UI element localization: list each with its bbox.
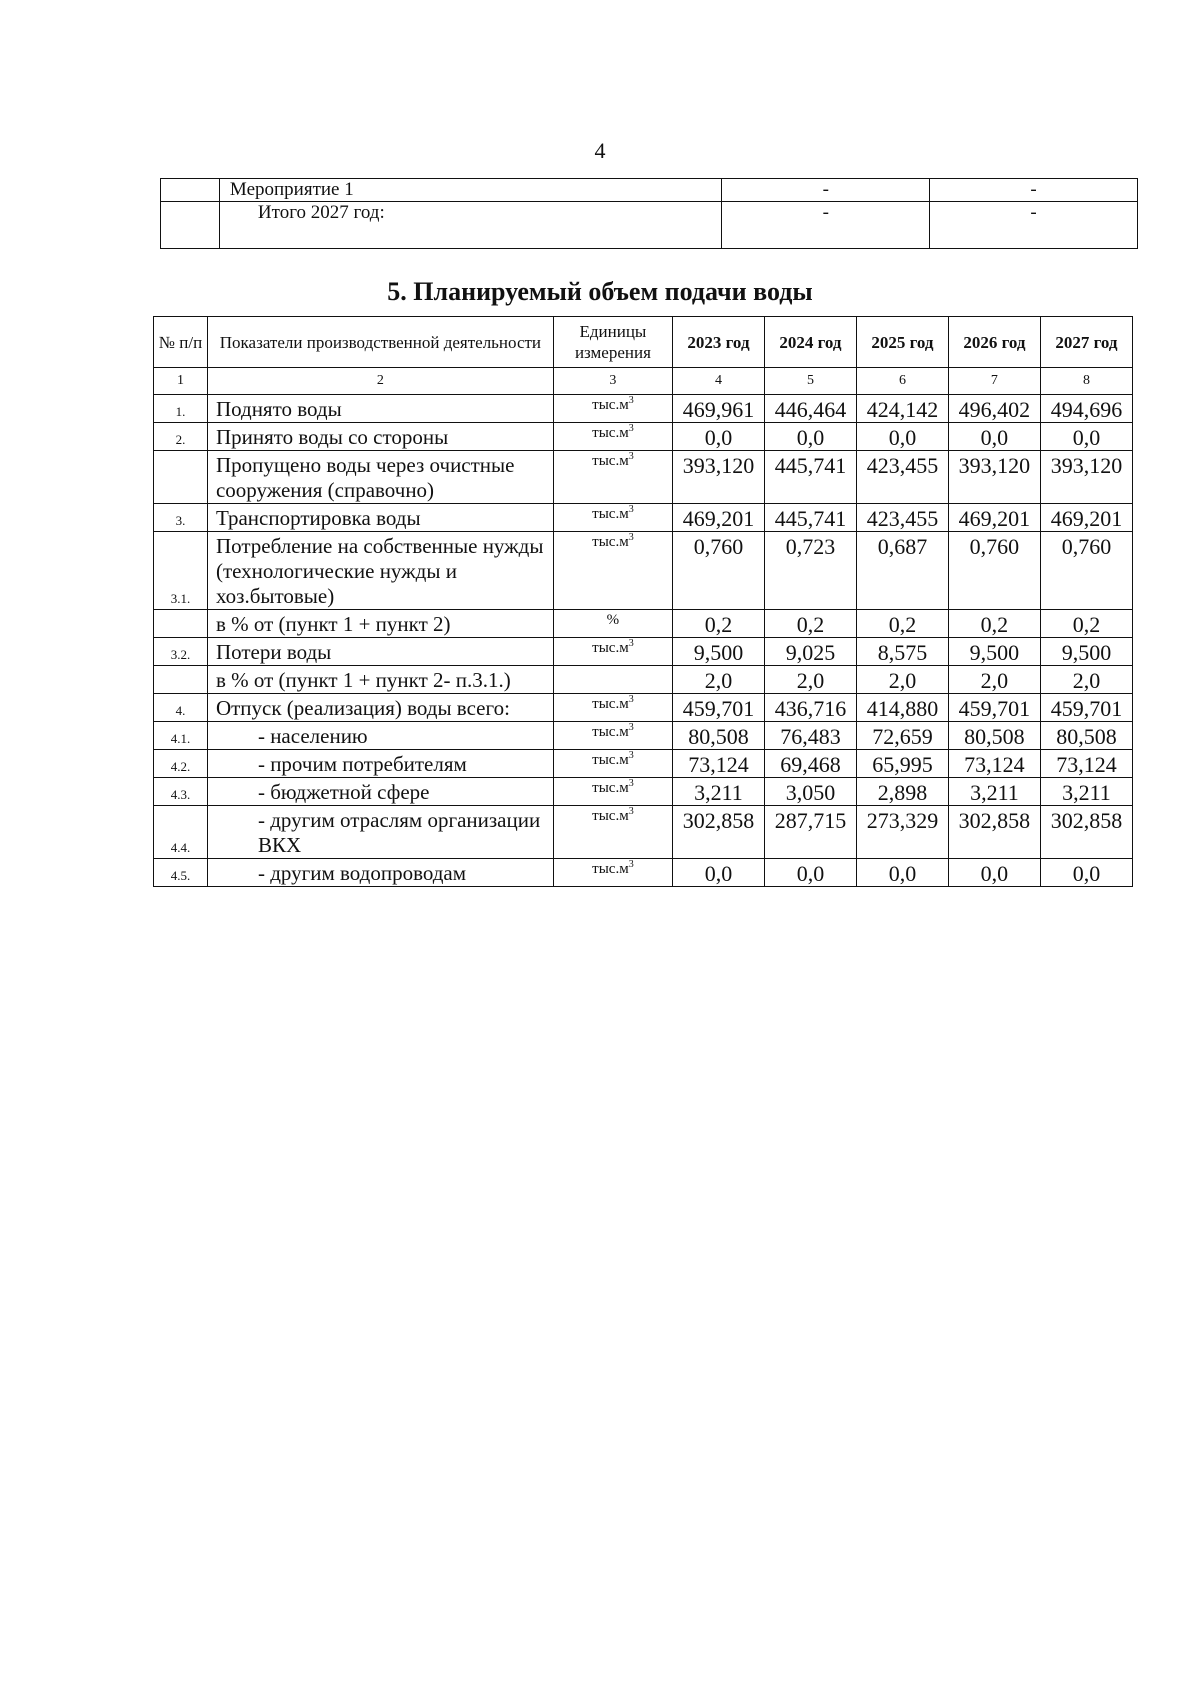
indicator-name: Отпуск (реализация) воды всего: [207,694,553,722]
value-cell: 423,455 [856,451,948,504]
unit-superscript: 3 [628,778,634,789]
value-cell: 0,2 [948,610,1040,638]
header-unit: Единицы измерения [553,317,672,368]
top-continuation-table [160,178,1138,249]
table-row [154,610,1133,638]
cell-num [161,179,220,202]
unit-label: тыс.м [592,534,629,550]
unit-cell [553,806,672,859]
row-number: 3. [154,504,208,532]
value-cell: 393,120 [948,451,1040,504]
unit-label: тыс.м [592,506,629,522]
value-cell: 69,468 [764,750,856,778]
header-year: 2026 год [948,317,1040,368]
indicator-name: - прочим потребителям [207,750,553,778]
table-row [154,750,1133,778]
value-cell: 302,858 [1040,806,1132,859]
cell-num [161,202,220,249]
value-cell: 0,0 [764,423,856,451]
value-cell: 393,120 [1040,451,1132,504]
table-row [154,666,1133,694]
cell-name: Мероприятие 1 [219,179,721,202]
unit-superscript: 3 [628,395,634,406]
value-cell: 0,2 [672,610,764,638]
header-indicator: Показатели производственной деятельности [207,317,553,368]
unit-cell [553,694,672,722]
indicator-name: - другим водопроводам [207,859,553,887]
unit-label: тыс.м [592,640,629,656]
value-cell: 3,050 [764,778,856,806]
indicator-name: в % от (пункт 1 + пункт 2) [207,610,553,638]
value-cell: 80,508 [672,722,764,750]
row-number: 3.2. [154,638,208,666]
index-cell: 4 [672,368,764,395]
table-row [161,202,1138,249]
value-cell: 3,211 [672,778,764,806]
cell-value: - [930,179,1138,202]
unit-label: тыс.м [592,752,629,768]
header-year: 2027 год [1040,317,1132,368]
value-cell: 494,696 [1040,395,1132,423]
value-cell: 0,0 [1040,423,1132,451]
row-number [154,666,208,694]
unit-superscript: 3 [628,694,634,705]
cell-value: - [722,202,930,249]
row-number: 1. [154,395,208,423]
value-cell: 302,858 [948,806,1040,859]
unit-cell [553,750,672,778]
row-number: 3.1. [154,532,208,610]
value-cell: 0,0 [672,423,764,451]
value-cell: 393,120 [672,451,764,504]
indicator-name: Поднято воды [207,395,553,423]
unit-cell [553,451,672,504]
value-cell: 459,701 [672,694,764,722]
unit-cell [553,638,672,666]
value-cell: 2,0 [764,666,856,694]
unit-superscript: 3 [628,532,634,543]
indicator-name: - бюджетной сфере [207,778,553,806]
indicator-name: - населению [207,722,553,750]
unit-cell [553,722,672,750]
value-cell: 76,483 [764,722,856,750]
table-row [154,423,1133,451]
value-cell: 65,995 [856,750,948,778]
value-cell: 0,0 [856,859,948,887]
row-number [154,451,208,504]
value-cell: 0,0 [764,859,856,887]
value-cell: 80,508 [1040,722,1132,750]
index-cell: 3 [553,368,672,395]
value-cell: 0,0 [948,859,1040,887]
unit-label: % [606,612,620,628]
value-cell: 3,211 [948,778,1040,806]
unit-superscript: 3 [628,504,634,515]
value-cell: 0,723 [764,532,856,610]
index-cell: 1 [154,368,208,395]
value-cell: 469,201 [1040,504,1132,532]
unit-superscript: 3 [628,638,634,649]
indicator-name: Потребление на собственные нужды (технологические нужды и хоз.бытовые) [207,532,553,610]
header-year: 2023 год [672,317,764,368]
cell-name: Итого 2027 год: [219,202,721,249]
value-cell: 469,201 [948,504,1040,532]
value-cell: 73,124 [1040,750,1132,778]
unit-cell [553,778,672,806]
indicator-name: Транспортировка воды [207,504,553,532]
value-cell: 0,2 [1040,610,1132,638]
indicator-name: Пропущено воды через очистные сооружения (справочно) [207,451,553,504]
value-cell: 287,715 [764,806,856,859]
section-title: 5. Планируемый объем подачи воды [387,277,813,306]
value-cell: 469,961 [672,395,764,423]
water-supply-table [153,316,1133,887]
value-cell: 0,760 [948,532,1040,610]
row-number: 4.4. [154,806,208,859]
value-cell: 424,142 [856,395,948,423]
value-cell: 8,575 [856,638,948,666]
row-number: 2. [154,423,208,451]
value-cell: 414,880 [856,694,948,722]
value-cell: 73,124 [672,750,764,778]
value-cell: 446,464 [764,395,856,423]
value-cell: 9,025 [764,638,856,666]
row-number: 4.5. [154,859,208,887]
index-cell: 6 [856,368,948,395]
row-number: 4.1. [154,722,208,750]
unit-superscript: 3 [628,859,634,870]
value-cell: 0,0 [948,423,1040,451]
indicator-name: в % от (пункт 1 + пункт 2- п.3.1.) [207,666,553,694]
value-cell: 302,858 [672,806,764,859]
table-row [154,722,1133,750]
unit-label: тыс.м [592,425,629,441]
header-row [154,317,1133,368]
table-row [154,451,1133,504]
unit-label: тыс.м [592,453,629,469]
value-cell: 73,124 [948,750,1040,778]
index-cell: 7 [948,368,1040,395]
unit-cell [553,504,672,532]
header-num: № п/п [154,317,208,368]
value-cell: 273,329 [856,806,948,859]
value-cell: 72,659 [856,722,948,750]
value-cell: 496,402 [948,395,1040,423]
value-cell: 0,760 [1040,532,1132,610]
page-number: 4 [594,138,606,163]
cell-value: - [930,202,1138,249]
unit-superscript: 3 [628,451,634,462]
value-cell: 2,0 [672,666,764,694]
unit-label: тыс.м [592,780,629,796]
table-row [154,395,1133,423]
value-cell: 2,0 [948,666,1040,694]
table-row [154,638,1133,666]
value-cell: 436,716 [764,694,856,722]
value-cell: 3,211 [1040,778,1132,806]
table-row [154,694,1133,722]
index-cell: 2 [207,368,553,395]
value-cell: 0,2 [856,610,948,638]
row-number [154,610,208,638]
value-cell: 2,0 [856,666,948,694]
table-row [154,806,1133,859]
value-cell: 0,760 [672,532,764,610]
unit-superscript: 3 [628,423,634,434]
unit-cell [553,423,672,451]
unit-label: тыс.м [592,861,629,877]
cell-value: - [722,179,930,202]
value-cell: 9,500 [672,638,764,666]
indicator-name: Принято воды со стороны [207,423,553,451]
value-cell: 2,898 [856,778,948,806]
value-cell: 469,201 [672,504,764,532]
row-number: 4.3. [154,778,208,806]
unit-cell [553,859,672,887]
unit-label: тыс.м [592,397,629,413]
unit-superscript: 3 [628,750,634,761]
unit-superscript: 3 [628,722,634,733]
unit-label: тыс.м [592,724,629,740]
value-cell: 459,701 [1040,694,1132,722]
index-cell: 5 [764,368,856,395]
unit-label: тыс.м [592,696,629,712]
unit-label: тыс.м [592,808,629,824]
index-cell: 8 [1040,368,1132,395]
value-cell: 445,741 [764,451,856,504]
table-row [154,532,1133,610]
value-cell: 9,500 [948,638,1040,666]
unit-superscript: 3 [628,806,634,817]
unit-cell [553,610,672,638]
table-row [161,179,1138,202]
value-cell: 445,741 [764,504,856,532]
value-cell: 0,687 [856,532,948,610]
unit-cell [553,532,672,610]
header-year: 2025 год [856,317,948,368]
table-body [154,395,1133,887]
value-cell: 0,2 [764,610,856,638]
value-cell: 9,500 [1040,638,1132,666]
row-number: 4.2. [154,750,208,778]
value-cell: 459,701 [948,694,1040,722]
table-row [154,859,1133,887]
table-row [154,504,1133,532]
value-cell: 0,0 [856,423,948,451]
unit-cell [553,666,672,694]
indicator-name: - другим отраслям организации ВКХ [207,806,553,859]
unit-cell [553,395,672,423]
value-cell: 0,0 [1040,859,1132,887]
row-number: 4. [154,694,208,722]
value-cell: 0,0 [672,859,764,887]
value-cell: 423,455 [856,504,948,532]
indicator-name: Потери воды [207,638,553,666]
value-cell: 2,0 [1040,666,1132,694]
table-row [154,778,1133,806]
index-row [154,368,1133,395]
value-cell: 80,508 [948,722,1040,750]
header-year: 2024 год [764,317,856,368]
